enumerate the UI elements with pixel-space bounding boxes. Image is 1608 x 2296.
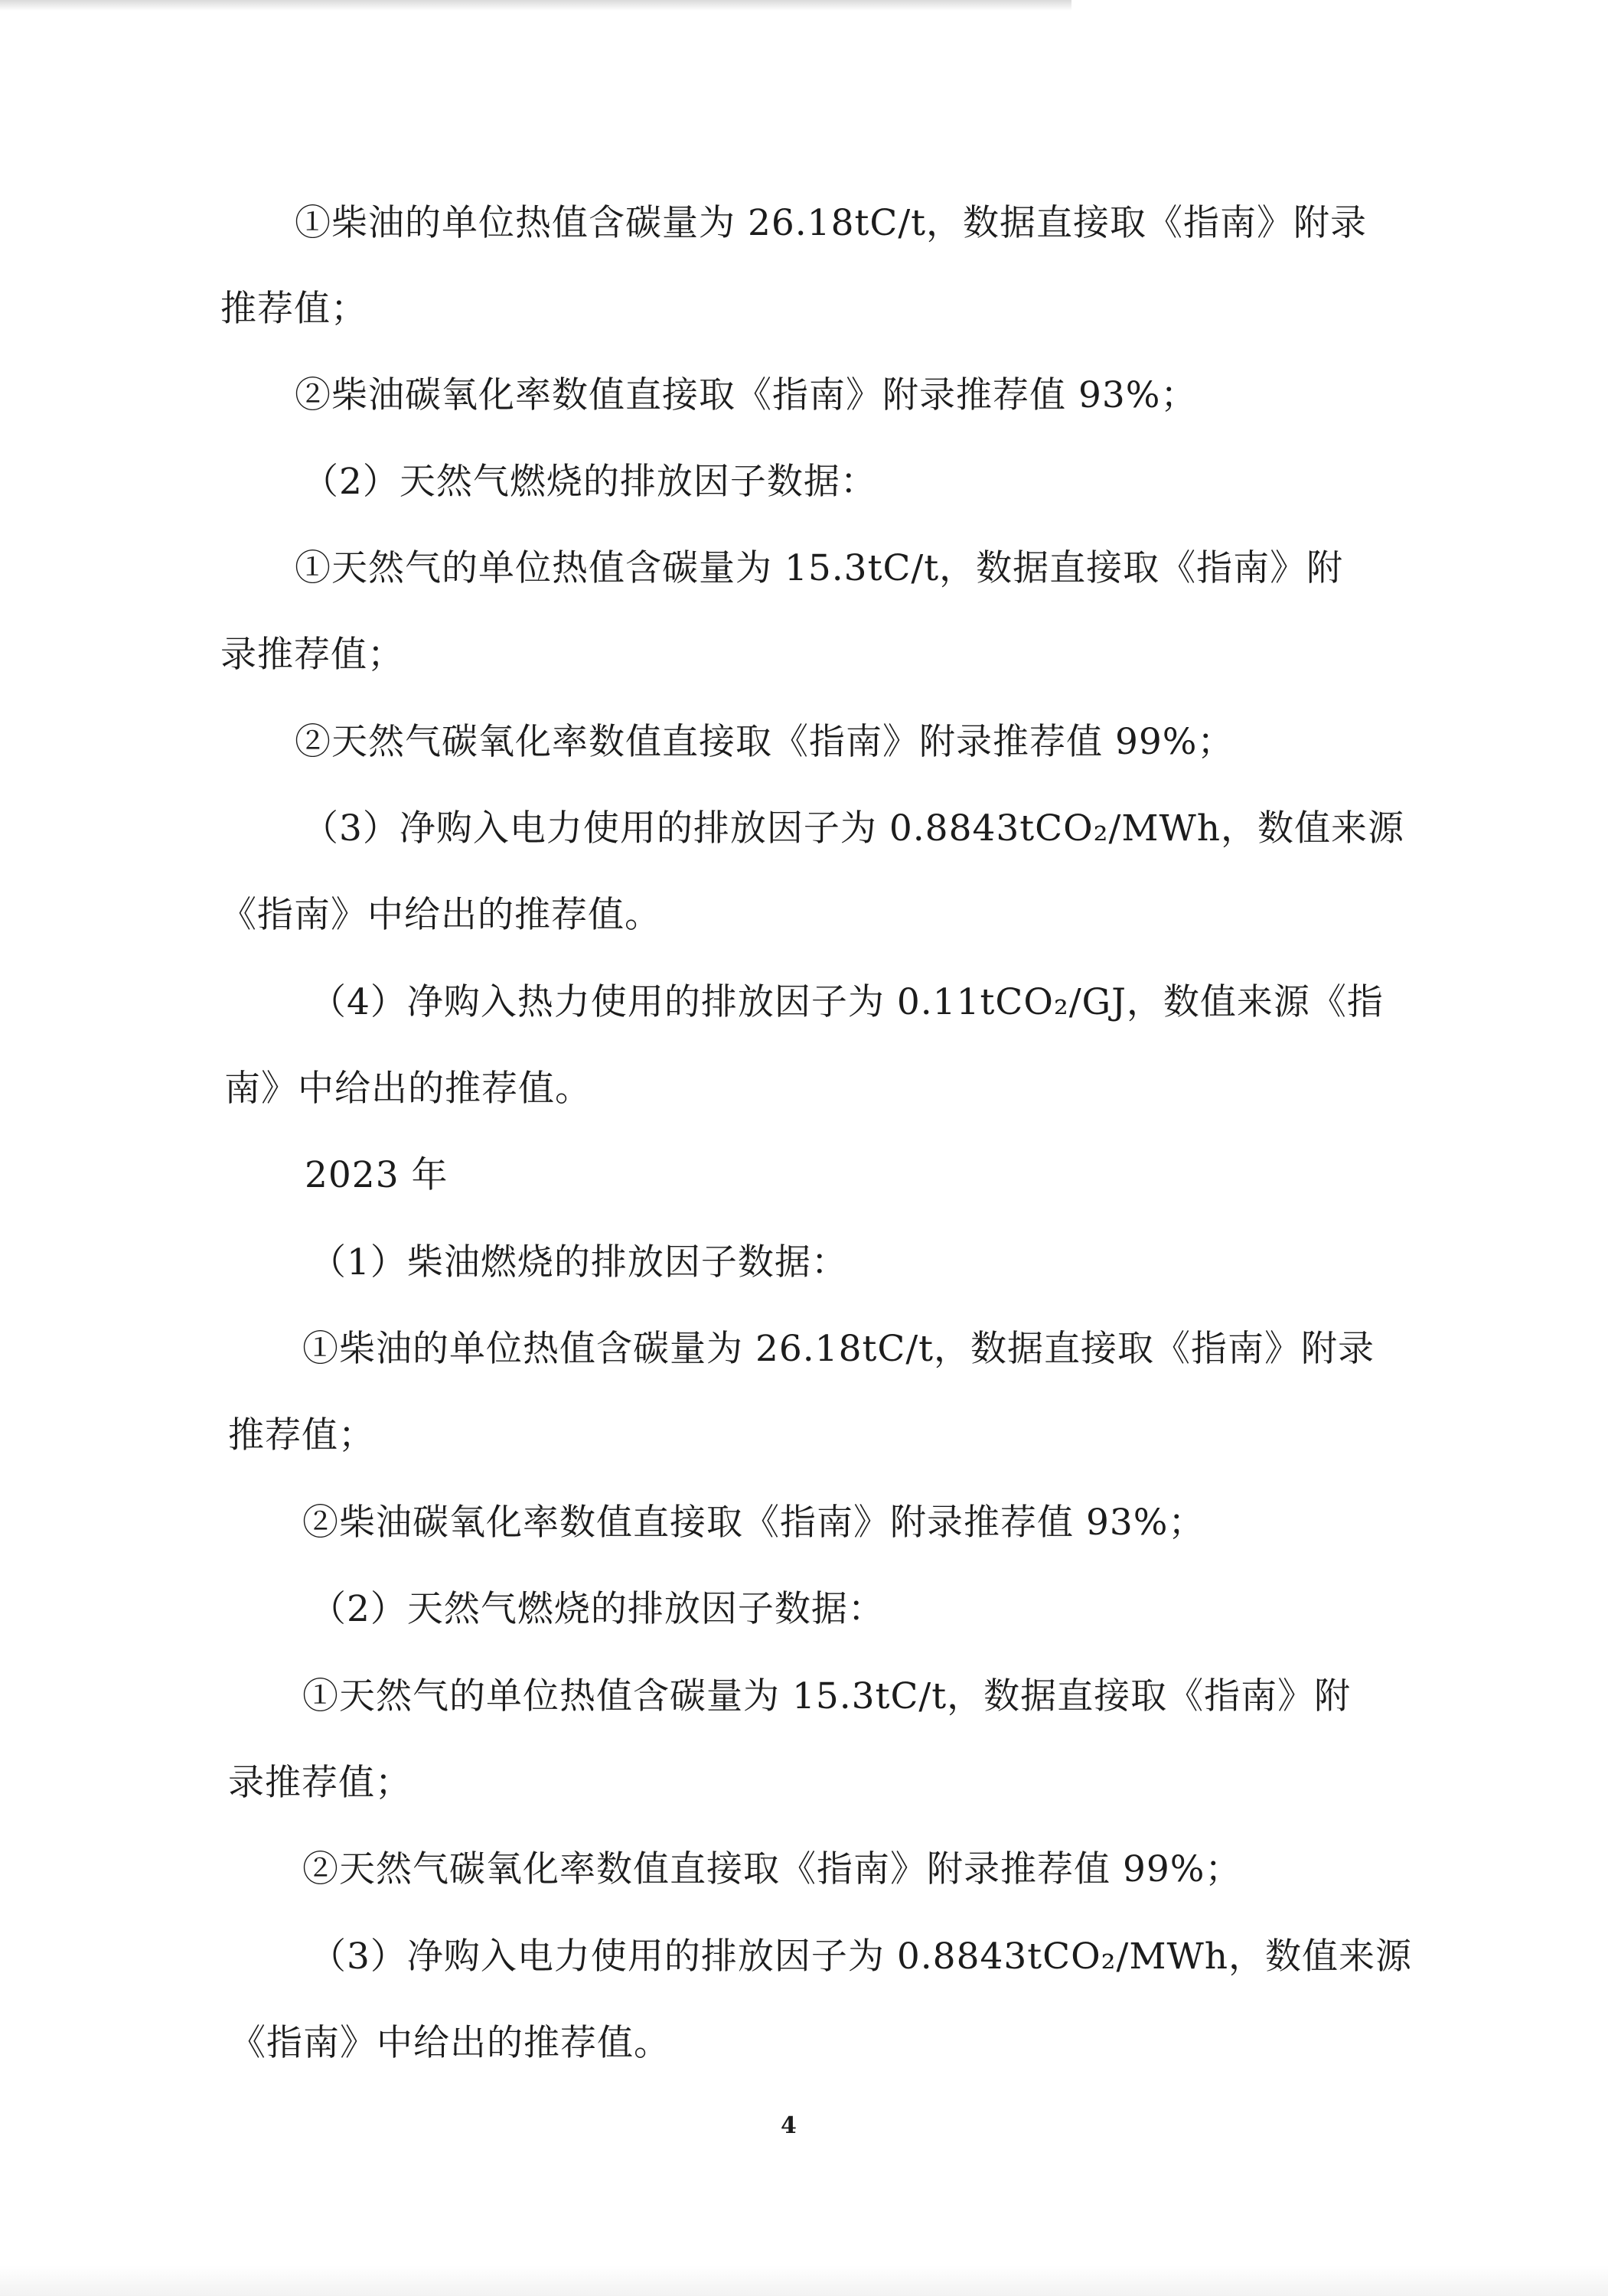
text-line: （3）净购入电力使用的排放因子为 0.8843tCO₂/MWh，数值来源: [310, 1936, 1413, 1978]
text-line: ①柴油的单位热值含碳量为 26.18tC/t，数据直接取《指南》附录: [295, 202, 1368, 244]
text-line: 推荐值；: [228, 1414, 375, 1456]
text-line: 推荐值；: [220, 288, 367, 330]
scan-shadow-top: [0, 0, 1071, 11]
text-line: 南》中给出的推荐值。: [224, 1068, 592, 1110]
text-line: ①天然气的单位热值含碳量为 15.3tC/t，数据直接取《指南》附: [295, 547, 1344, 589]
text-line: （4）净购入热力使用的排放因子为 0.11tCO₂/GJ，数值来源《指: [310, 981, 1384, 1023]
text-line: 录推荐值；: [220, 634, 404, 676]
text-line: 《指南》中给出的推荐值。: [230, 2022, 670, 2064]
text-line: （1）柴油燃烧的排放因子数据：: [310, 1241, 848, 1283]
text-line: ①天然气的单位热值含碳量为 15.3tC/t，数据直接取《指南》附: [302, 1675, 1352, 1717]
text-line: ①柴油的单位热值含碳量为 26.18tC/t，数据直接取《指南》附录: [302, 1328, 1375, 1370]
text-line: 《指南》中给出的推荐值。: [220, 894, 661, 936]
scan-shadow-bottom: [0, 2265, 1608, 2296]
text-line: ②天然气碳氧化率数值直接取《指南》附录推荐值 99%；: [302, 1848, 1242, 1890]
text-line: 2023 年: [305, 1154, 448, 1196]
text-line: （2）天然气燃烧的排放因子数据：: [310, 1588, 885, 1630]
text-line: ②柴油碳氧化率数值直接取《指南》附录推荐值 93%；: [295, 374, 1198, 416]
text-line: ②天然气碳氧化率数值直接取《指南》附录推荐值 99%；: [295, 721, 1235, 763]
text-line: ②柴油碳氧化率数值直接取《指南》附录推荐值 93%；: [302, 1502, 1205, 1544]
page-number: 4: [781, 2112, 797, 2139]
text-line: （2）天然气燃烧的排放因子数据：: [302, 461, 877, 503]
text-line: 录推荐值；: [228, 1762, 412, 1804]
text-line: （3）净购入电力使用的排放因子为 0.8843tCO₂/MWh，数值来源: [302, 807, 1405, 850]
